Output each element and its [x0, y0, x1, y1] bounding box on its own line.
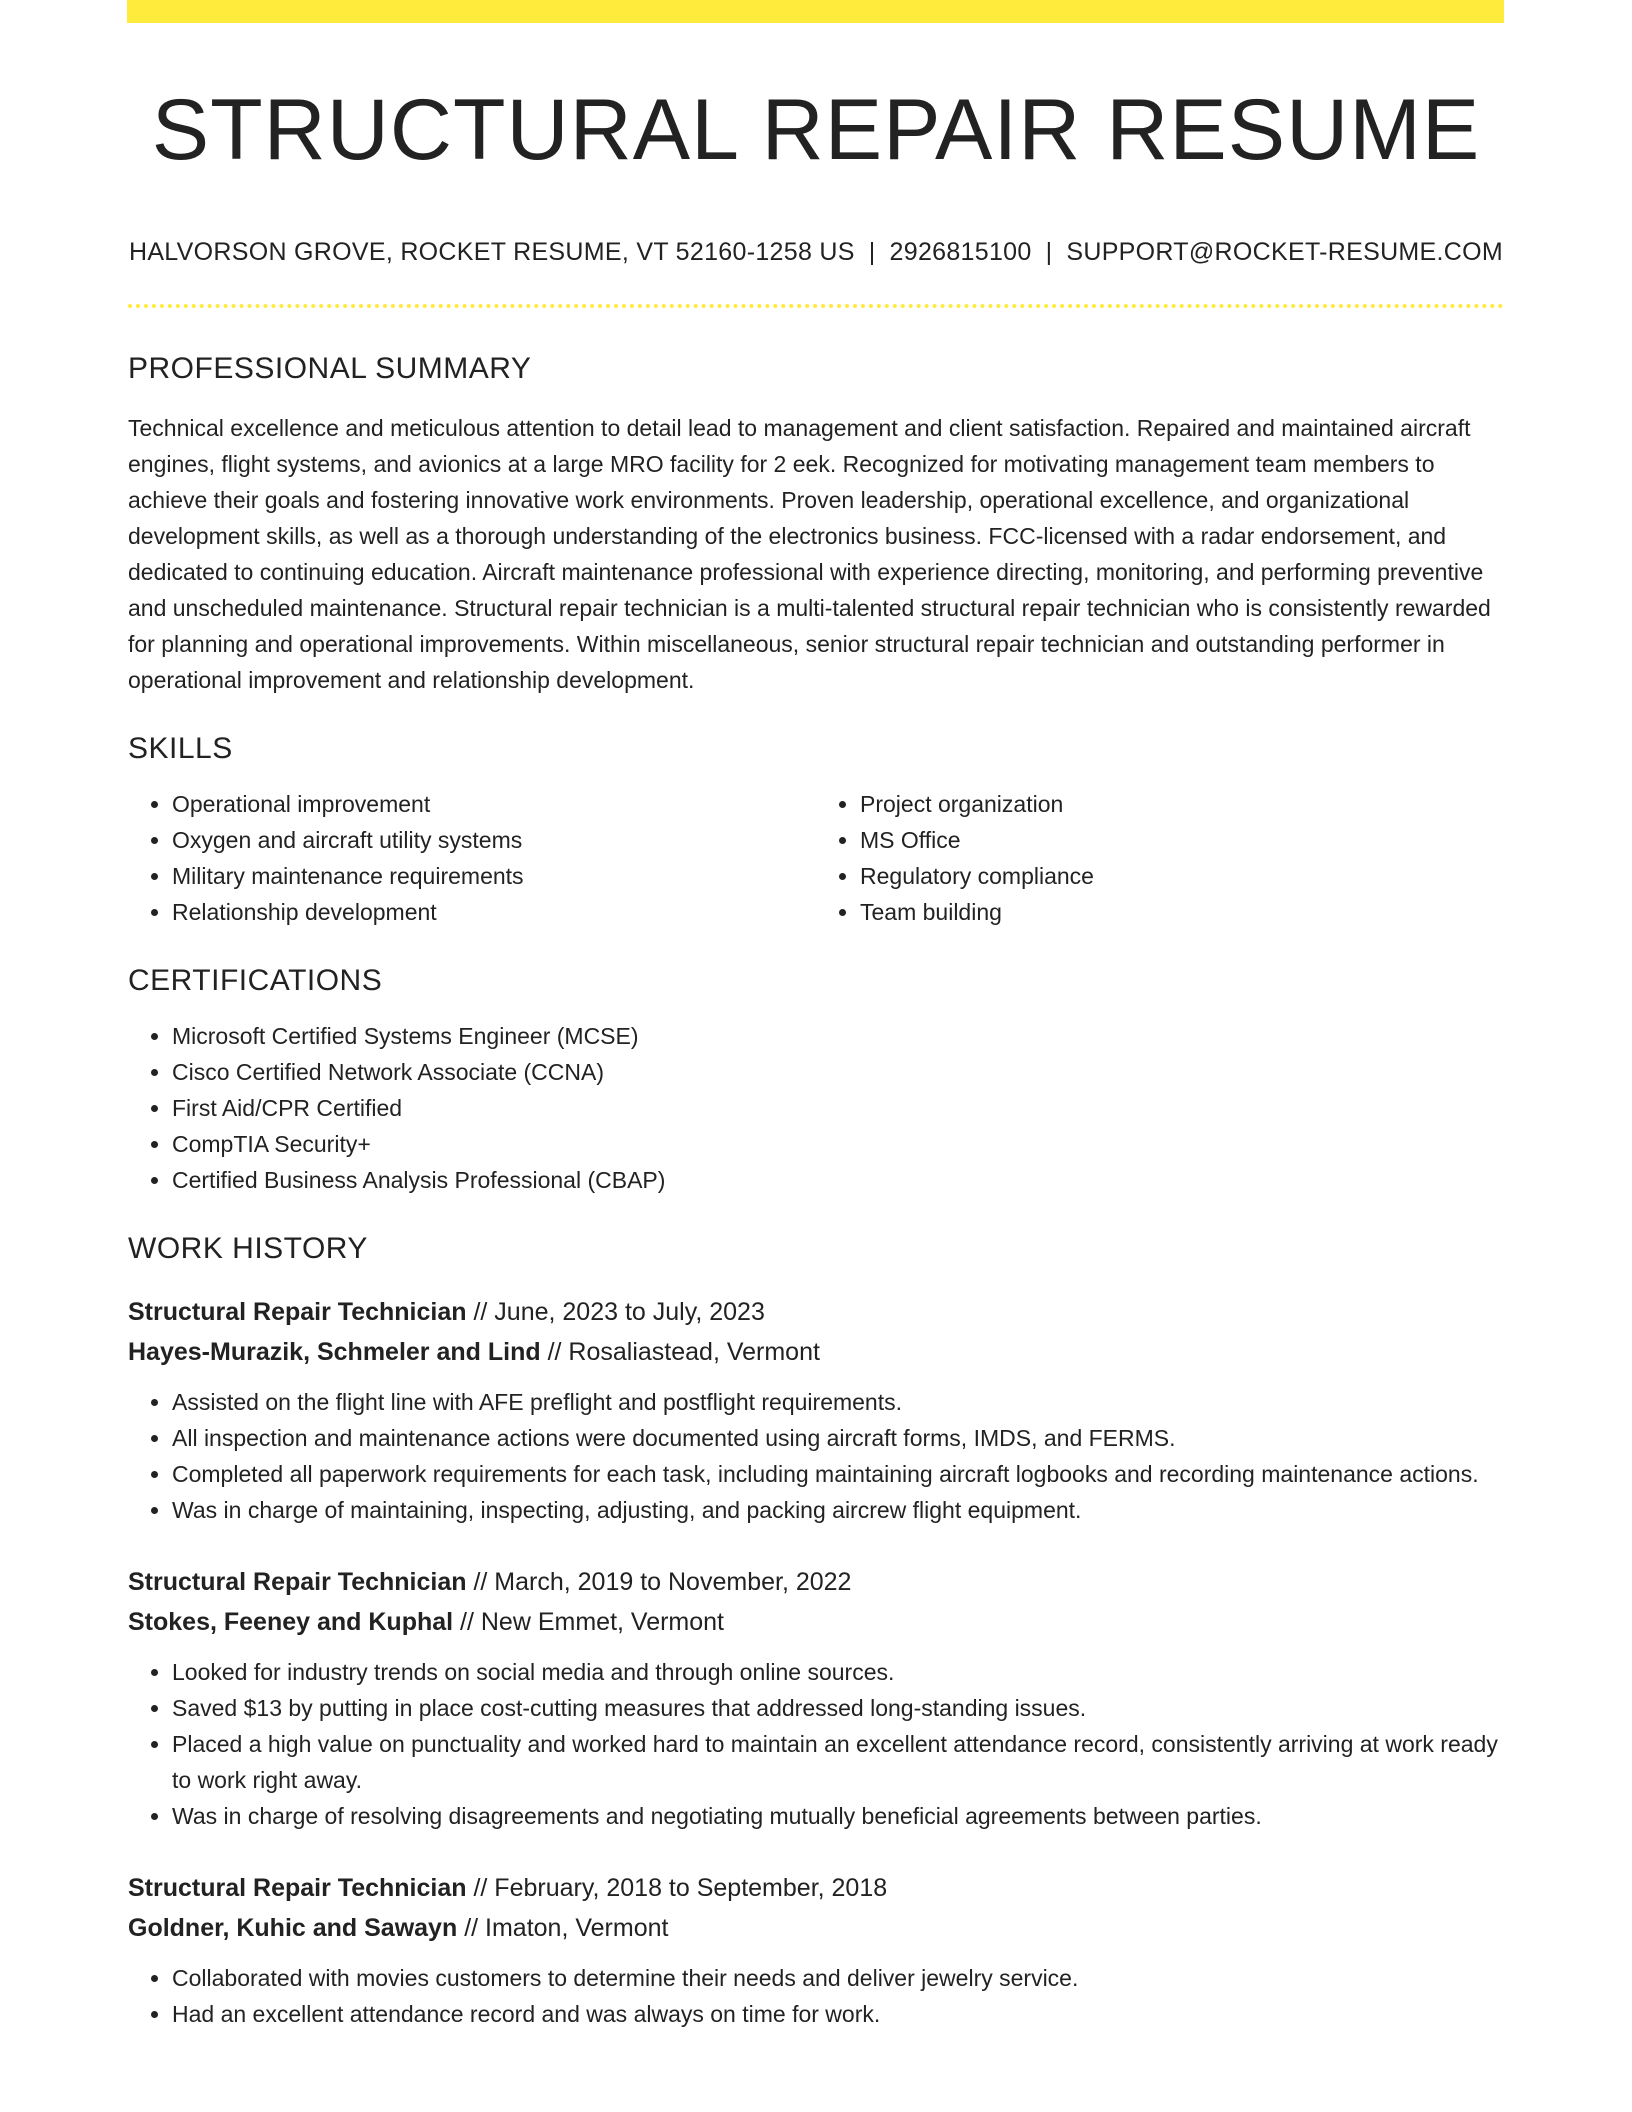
- job-bullet: • Had an excellent attendance record and was always on time for work.: [172, 1996, 1504, 2032]
- job-company: Hayes-Murazik, Schmeler and Lind: [128, 1337, 541, 1366]
- job-bullet: • Completed all paperwork requirements for each task, including maintaining aircraft logbooks and recording maintenance actions.: [172, 1456, 1504, 1492]
- certification-item: • Microsoft Certified Systems Engineer (MCSE): [172, 1018, 1504, 1054]
- job-location: // New Emmet, Vermont: [453, 1607, 725, 1636]
- job-dates: // June, 2023 to July, 2023: [466, 1297, 765, 1326]
- summary-heading: PROFESSIONAL SUMMARY: [128, 351, 532, 385]
- certification-item: • Cisco Certified Network Associate (CCNA): [172, 1054, 1504, 1090]
- certification-item: • First Aid/CPR Certified: [172, 1090, 1504, 1126]
- job-bullet: • Placed a high value on punctuality and worked hard to maintain an excellent attendance record, consistently arriving at work ready to work right away.: [172, 1726, 1504, 1798]
- skill-item: • MS Office: [860, 822, 1504, 858]
- job-bullets: [128, 1654, 1504, 1834]
- job-bullet: • Saved $13 by putting in place cost-cutting measures that addressed long-standing issues.: [172, 1690, 1504, 1726]
- job-bullet: • Collaborated with movies customers to determine their needs and deliver jewelry service.: [172, 1960, 1504, 1996]
- job-location: // Rosaliastead, Vermont: [540, 1337, 820, 1366]
- job-bullet: • All inspection and maintenance actions were documented using aircraft forms, IMDS, and FERMS.: [172, 1420, 1504, 1456]
- contact-line: [128, 238, 1504, 267]
- skills-heading: SKILLS: [128, 731, 233, 765]
- certifications-list: [128, 1018, 1504, 1198]
- job-bullet: • Looked for industry trends on social media and through online sources.: [172, 1654, 1504, 1690]
- summary-section: [128, 352, 1504, 698]
- certification-item: • CompTIA Security+: [172, 1126, 1504, 1162]
- skills-left-list: [128, 786, 816, 930]
- job-role: Structural Repair Technician: [128, 1297, 467, 1326]
- job-company: Stokes, Feeney and Kuphal: [128, 1607, 454, 1636]
- job-bullet: • Was in charge of maintaining, inspecting, adjusting, and packing aircrew flight equipment.: [172, 1492, 1504, 1528]
- job-entry: [128, 1292, 1504, 1528]
- job-entry: [128, 1868, 1504, 2032]
- job-role: Structural Repair Technician: [128, 1873, 467, 1902]
- job-dates: // March, 2019 to November, 2022: [466, 1567, 852, 1596]
- job-bullet: • Assisted on the flight line with AFE preflight and postflight requirements.: [172, 1384, 1504, 1420]
- skill-item: • Relationship development: [172, 894, 816, 930]
- resume-content: [128, 23, 1504, 2032]
- top-accent-bar: [127, 0, 1504, 23]
- job-bullet: • Was in charge of resolving disagreements and negotiating mutually beneficial agreements between parties.: [172, 1798, 1504, 1834]
- skill-item: • Project organization: [860, 786, 1504, 822]
- job-header: [128, 1292, 1504, 1372]
- work-history-section: [128, 1232, 1504, 2032]
- dotted-divider: [128, 304, 1504, 308]
- work-history-heading: WORK HISTORY: [128, 1231, 368, 1265]
- job-dates: // February, 2018 to September, 2018: [466, 1873, 888, 1902]
- skills-section: [128, 732, 1504, 930]
- contact-email: SUPPORT@ROCKET-RESUME.COM: [1066, 237, 1504, 266]
- skill-item: • Military maintenance requirements: [172, 858, 816, 894]
- certification-item: • Certified Business Analysis Professional (CBAP): [172, 1162, 1504, 1198]
- contact-separator: |: [1045, 237, 1053, 266]
- skills-right-list: [816, 786, 1504, 930]
- job-header: [128, 1562, 1504, 1642]
- job-bullets: [128, 1960, 1504, 2032]
- job-role: Structural Repair Technician: [128, 1567, 467, 1596]
- job-header: [128, 1868, 1504, 1948]
- job-entry: [128, 1562, 1504, 1834]
- job-bullets: [128, 1384, 1504, 1528]
- summary-text: Technical excellence and meticulous attention to detail lead to management and client satisfaction. Repaired and maintained aircraft engines, flight systems, and avionics at a large MRO facility for 2 eek. Recognized for motivating management team members to achieve their goals and fostering innovative work environments. Proven leadership, operational excellence, and organizational development skills, as well as a thorough understanding of the electronics business. FCC-licensed with a radar endorsement, and dedicated to continuing education. Aircraft maintenance professional with experience directing, monitoring, and performing preventive and unscheduled maintenance. Structural repair technician is a multi-talented structural repair technician who is consistently rewarded for planning and operational improvements. Within miscellaneous, senior structural repair technician and outstanding performer in operational improvement and relationship development.: [128, 414, 1491, 693]
- skill-item: • Operational improvement: [172, 786, 816, 822]
- resume-title: STRUCTURAL REPAIR RESUME: [151, 82, 1481, 178]
- skill-item: • Oxygen and aircraft utility systems: [172, 822, 816, 858]
- contact-separator: |: [868, 237, 876, 266]
- certifications-section: [128, 964, 1504, 1198]
- skill-item: • Regulatory compliance: [860, 858, 1504, 894]
- contact-address: HALVORSON GROVE, ROCKET RESUME, VT 52160-1258 US: [128, 237, 855, 266]
- job-company: Goldner, Kuhic and Sawayn: [128, 1913, 458, 1942]
- job-location: // Imaton, Vermont: [457, 1913, 669, 1942]
- skills-columns: [128, 786, 1504, 930]
- certifications-heading: CERTIFICATIONS: [128, 963, 383, 997]
- skill-item: • Team building: [860, 894, 1504, 930]
- contact-phone: 2926815100: [889, 237, 1032, 266]
